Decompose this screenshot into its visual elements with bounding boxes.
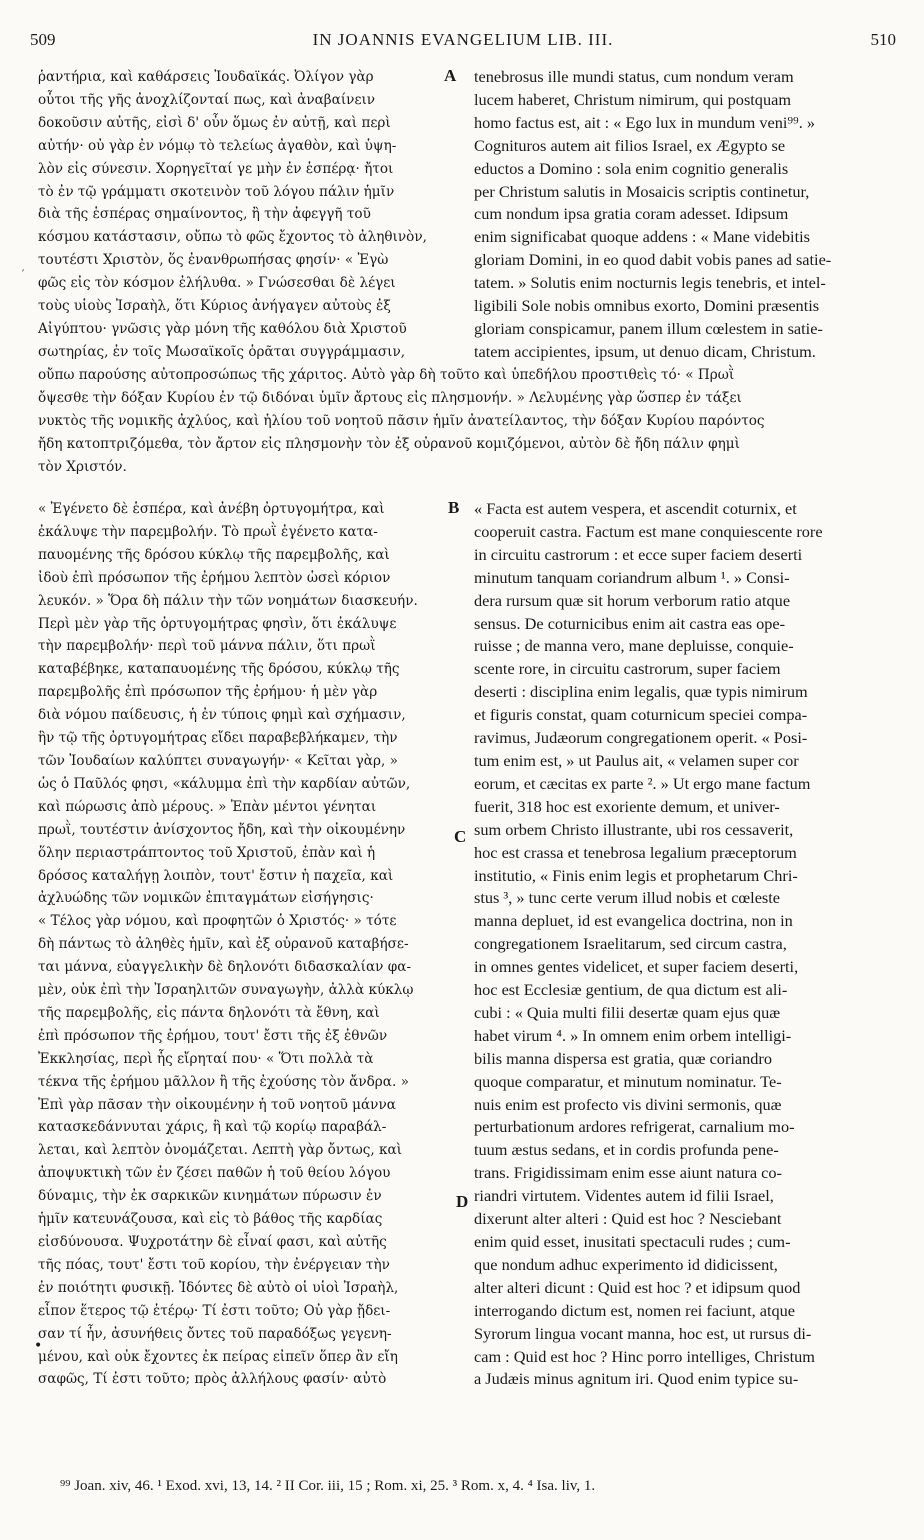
text-line: ἐκάλυψε τὴν παρεμβολήν. Τὸ πρωῒ ἐγένετο κατα- [38,523,378,540]
text-line: institutio, « Finis enim legis et prophetarum Chri- [474,865,798,885]
text-line: δύναμις, τὴν ἐκ σαρκικῶν κινημάτων πύρωσιν ἐν [38,1188,382,1205]
text-line: φῶς εἰς τὸν κόσμον ἐλήλυθα. » Γνώσεσθαι δὲ λέγει [38,275,396,292]
footnotes: ⁹⁹ Joan. xiv, 46. ¹ Exod. xvi, 13, 14. ² II Cor. iii, 15 ; Rom. xi, 25. ³ Rom. x, 4. ⁴ Isa. liv, 1. [60,1478,596,1494]
text-line: δὴ πάντως τὸ ἀληθὲς ἡμῖν, καὶ ἐξ οὐρανοῦ καταβήσε- [38,936,409,953]
text-line: ὅλην περιαστράπτοντος τοῦ Χριστοῦ, ἐπὰν καὶ ἡ [38,844,376,861]
text-line: tuum æstus sedans, et in cordis profunda pene- [474,1140,779,1160]
text-line: νυκτὸς τῆς νομικῆς ἀχλύος, καὶ ἡλίου τοῦ νοητοῦ πᾶσιν ἡμῖν ἀνατείλαντος, τὴν δόξαν Κυρίου παρόντος [38,412,765,429]
text-line: nuis enim est profecto vis divini sermonis, quæ [474,1094,782,1114]
text-line: δρόσος καταλήγῃ λοιπὸν, τουτ' ἔστιν ἡ παχεῖα, καὶ [38,867,394,884]
text-line: τῶν Ἰουδαίων καλύπτει συναγωγήν· « Κεῖται γὰρ, » [38,752,398,769]
page-number-left: 509 [30,30,56,49]
text-line: παρεμβολῆς ἐπὶ πρόσωπον τῆς ἐρήμου· ἡ μὲν γὰρ [38,684,378,701]
text-line: Cognituros autem ait filios Israel, ex Ægypto se [474,135,786,155]
text-line: μὲν, οὐκ ἐπὶ τὴν Ἰσραηλιτῶν συναγωγὴν, ἀλλὰ κύκλῳ [38,982,414,999]
text-line: gloriam Domini, in eo quod dabit vobis panes ad satie- [474,250,832,270]
text-line: scente rore, in circuitu castrorum, super faciem [474,659,781,679]
text-line: cooperuit castra. Factum est mane conquiescente rore [474,521,823,541]
text-line: τὸν Χριστόν. [38,458,127,475]
text-line: ligibili Sole nobis omnibus exorto, Domini præsentis [474,296,820,316]
text-line: ἣν τῷ τῆς ὀρτυγομήτρας εἴδει παραβεβλήκαμεν, τὴν [38,730,398,747]
greek-column-top [38,66,442,364]
text-line: deserti : disciplina enim legalis, quæ typis nimirum [474,682,808,702]
text-line: διὰ τῆς ἑσπέρας σημαίνοντος, ἢ τὴν ἀφεγγῆ τοῦ [38,206,371,223]
text-line: ἰδοὺ ἐπὶ πρόσωπον τῆς ἐρήμου λεπτὸν ὡσεὶ κόριον [38,569,391,586]
text-line: ravimus, Judæorum congregationem operit. « Posi- [474,728,808,748]
text-line: tatem. » Solutis enim nocturnis legis tenebris, et intel- [474,273,826,293]
text-line: σωτηρίας, ἐν τοῖς Μωσαϊκοῖς ὁρᾶται συγγράμμασιν, [38,343,406,360]
text-line: tum enim est, » ut Paulus ait, « velamen super cor [474,750,799,770]
greek-column-bottom [38,498,448,1391]
text-line: que nondum adhuc experimento id didicissent, [474,1254,778,1274]
text-line: tatem accipientes, ipsum, ut denuo dicam, Christum. [474,341,816,361]
text-line: « Ἐγένετο δὲ ἑσπέρα, καὶ ἀνέβη ὀρτυγομήτρα, καὶ [38,501,385,517]
text-line: δοκοῦσιν αὐτῆς, εἰσὶ δ' οὖν ὅμως ἐν αὐτῇ, καὶ περὶ [38,114,391,131]
text-line: καὶ πώρωσις ἀπὸ μέρους. » Ἐπὰν μέντοι γένηται [38,798,377,815]
text-line: hoc est crassa et tenebrosa legalium præceptorum [474,842,797,862]
text-line: minutum tanquam coriandrum album ¹. » Consi- [474,567,790,587]
text-line: τὸ ἐν τῷ γράμματι σκοτεινὸν τοῦ λόγου πάλιν ἡμῖν [38,183,395,200]
text-line: ruisse ; de manna vero, mane depluisse, conquie- [474,636,794,656]
page-number-right: 510 [870,30,896,49]
text-line: in omnes gentes videlicet, et super faciem deserti, [474,957,799,977]
text-line: alter alteri dicunt : Quid est hoc ? et idipsum quod [474,1277,801,1297]
text-line: Ἐπὶ γὰρ πᾶσαν τὴν οἰκουμένην ἡ τοῦ νοητοῦ μάννα [38,1096,396,1113]
text-line: fuerit, 318 hoc est exoriente demum, et univer- [474,796,780,816]
page-header [30,30,896,56]
text-line: enim significabat quoque addens : « Mane videbitis [474,227,810,247]
text-line: μένου, καὶ οὐκ ἔχοντες ἐκ πείρας εἰπεῖν ὅπερ ἂν εἴη [38,1348,398,1365]
text-line: τῆς παρεμβολῆς, εἰς πάντα δηλονότι τὰ ἔθνη, καὶ [38,1004,380,1021]
text-line: manna depluet, id est evangelica doctrina, non in [474,911,793,931]
text-line: ἐν ποιότητι φυσικῇ. Ἰδόντες δὲ αὐτὸ οἱ υἱοὶ Ἰσραὴλ, [38,1279,399,1296]
text-line: ἀποψυκτικὴ τῶν ἐν ζέσει παθῶν ἡ τοῦ θείου λόγου [38,1165,391,1182]
text-line: οὔπω παρούσης αὐτοπροσώπως τῆς χάριτος. Αὐτὸ γὰρ δὴ τοῦτο καὶ ὑπεδήλου προστιθεὶς τό· « Πρωῒ [38,367,735,383]
text-line: τοὺς υἱοὺς Ἰσραὴλ, ὅτι Κύριος ἀνήγαγεν αὐτοὺς ἐξ [38,298,391,315]
text-line: ὄψεσθε τὴν δόξαν Κυρίου ἐν τῷ διδόναι ὑμῖν ἄρτους εἰς πλησμονήν. » Λελυμένης γὰρ ὥσπερ ἐν τάξει [38,389,742,406]
text-line: ἐπὶ πρόσωπον τῆς ἐρήμου, τουτ' ἔστι τῆς ἐξ ἐθνῶν [38,1027,388,1044]
text-line: trans. Frigidissimam enim esse aiunt natura co- [474,1163,782,1183]
text-line: τουτέστι Χριστὸν, ὅς ἐνανθρωπήσας φησίν· « Ἐγὼ [38,252,389,269]
latin-column-bottom [474,498,892,1391]
running-title: IN JOANNIS EVANGELIUM LIB. III. [312,30,614,49]
text-line: Περὶ μὲν γὰρ τῆς ὀρτυγομήτρας φησὶν, ὅτι ἐκάλυψε [38,615,397,632]
text-line: quoque comparatur, et minutum nominatur. Te- [474,1071,782,1091]
text-line: cubi : « Quia multi filii desertæ quam ejus quæ [474,1002,781,1022]
latin-column-top [474,66,892,364]
text-line: αὐτήν· οὐ γὰρ ἐν νόμῳ τὸ τελείως ἀγαθὸν, καὶ ὑψη- [38,137,397,154]
text-line: in circuitu castrorum : et ecce super faciem deserti [474,544,803,564]
text-line: enim quid esset, inusitati spectaculi rudes ; cum- [474,1232,791,1251]
text-line: τὴν παρεμβολήν· περὶ τοῦ μάννα πάλιν, ὅτι πρωῒ [38,638,376,655]
text-line: ἤδη κατοπτριζόμεθα, τὸν ἄρτον εἰς πλησμονὴν τὸν ἐξ οὐρανοῦ κομιζόμενοι, αὐτὸν δὲ ἤδη πάλιν φημὶ [38,435,740,452]
text-line: ται μάννα, εὐαγγελικὴν δὲ δηλονότι διδασκαλίαν φα- [38,959,412,976]
text-line: perturbationum ardores refrigerat, carnalium mo- [474,1117,795,1137]
text-line: πρωῒ, τουτέστιν ἀνίσχοντος ἤδη, καὶ τὴν οἰκουμένην [38,821,406,838]
text-line: Syrorum lingua vocant manna, hoc est, ut rursus di- [474,1323,812,1343]
text-line: stus ³, » tunc certe verum illud nobis et cœleste [474,888,781,908]
text-line: homo factus est, ait : « Ego lux in mundum veni⁹⁹. » [474,112,816,132]
text-line: ὡς ὁ Παῦλός φησι, «κάλυμμα ἐπὶ τὴν καρδίαν αὐτῶν, [38,775,411,792]
text-line: dixerunt alter alteri : Quid est hoc ? Nesciebant [474,1209,782,1229]
text-line: tenebrosus ille mundi status, cum nondum veram [474,67,794,86]
text-line: τῆς πόας, τουτ' ἔστι τοῦ κορίου, τὴν ἐνέργειαν τὴν [38,1256,390,1273]
text-line: « Τέλος γὰρ νόμου, καὶ προφητῶν ὁ Χριστός· » τότε [38,913,397,930]
text-line: διὰ νόμου παίδευσις, ἡ ἐν τύποις φημὶ καὶ σχήμασιν, [38,707,406,724]
text-line: cam : Quid est hoc ? Hinc porro intelliges, Christum [474,1346,815,1366]
text-line: ἡμῖν κατευνάζουσα, καὶ εἰς τὸ βάθος τῆς καρδίας [38,1211,383,1228]
text-line: εἰσδύνουσα. Ψυχροτάτην δὲ εἶναί φασι, καὶ αὐτῆς [38,1234,387,1250]
text-line: cum nondum ipsa gratia coram adesset. Idipsum [474,204,789,224]
text-line: sensus. De coturnicibus enim ait castra eas ope- [474,613,786,633]
text-line: interrogando dictum est, nomen rei faciunt, atque [474,1300,795,1320]
text-line: εἶπον ἕτερος τῷ ἑτέρῳ· Τί ἐστι τοῦτο; Οὐ γὰρ ᾔδει- [38,1302,391,1319]
text-line: gloriam conspicamur, panem illum cœlestem in satie- [474,318,823,338]
marker-d: D [456,1192,469,1211]
text-line: λὸν εἰς σύνεσιν. Χορηγεῖταί γε μὴν ἐν ἑσπέρᾳ· ἤτοι [38,160,394,177]
text-line: eorum, et cæcitas ex parte ². » Ut ergo mane factum [474,773,811,793]
marker-a: A [444,66,457,85]
text-line: lucem haberet, Christum nimirum, qui postquam [474,89,791,109]
greek-full-width-passage [38,364,900,479]
marker-c: C [454,827,467,846]
margin-dot: • [34,1338,43,1354]
text-line: σαν τί ἦν, ἀσυνήθεις ὄντες τοῦ παραδόξως γεγενη- [38,1325,392,1342]
text-line: καταβέβηκε, καταπαυομένης τῆς δρόσου, κύκλῳ τῆς [38,661,400,678]
text-line: ῥαντήρια, καὶ καθάρσεις Ἰουδαϊκάς. Ὀλίγον γὰρ [38,69,374,85]
text-line: a Judæis minus agnitum iri. Quod enim typice su- [474,1369,799,1389]
text-line: λεται, καὶ λεπτὸν ὀνομάζεται. Λεπτὴ γὰρ ὄντως, καὶ [38,1142,402,1159]
text-line: οὗτοι τῆς γῆς ἀνοχλίζονταί πως, καὶ ἀναβαίνειν [38,91,376,108]
text-line: habet virum ⁴. » In omnem enim orbem intelligi- [474,1025,792,1045]
text-line: ἀχλυώδης τῶν νομικῶν ἐπιταγμάτων εἰσήγησις· [38,890,374,907]
text-line: παυομένης τῆς δρόσου κύκλῳ τῆς παρεμβολῆς, καὶ [38,546,390,563]
margin-mark: ˊ [20,270,25,281]
text-line: sum orbem Christo illustrante, ubi ros cessaverit, [474,819,794,839]
text-line: « Facta est autem vespera, et ascendit coturnix, et [474,499,797,518]
text-line: κατασκεδάννυται χάρις, ἣ καὶ τῷ κορίῳ παραβάλ- [38,1119,387,1136]
text-line: λευκόν. » Ὅρα δὴ πάλιν τὴν τῶν νοημάτων διασκευήν. [38,592,418,609]
text-line: Αἰγύπτου· γνῶσις γὰρ μόνη τῆς καθόλου διὰ Χριστοῦ [38,320,407,337]
text-line: σαφῶς, Τί ἐστι τοῦτο; πρὸς ἀλλήλους φασίν· αὐτὸ [38,1371,387,1388]
text-line: hoc est Ecclesiæ gentium, de qua dictum est ali- [474,980,788,1000]
text-line: eductos a Domino : sola enim cognitio generalis [474,158,789,178]
text-line: riandri virtutem. Videntes autem id filii Israel, [474,1186,774,1206]
text-line: et figuris constat, quam coturnicum speciei compa- [474,705,808,725]
text-line: dera rursum quæ sit horum verborum ratio atque [474,590,791,610]
text-line: Ἐκκλησίας, περὶ ἧς εἴρηταί που· « Ὅτι πολλὰ τὰ [38,1050,374,1067]
text-line: per Christum salutis in Mosaicis scriptis continetur, [474,181,810,201]
marker-b: B [448,498,460,517]
text-line: bilis manna dispersa est gratia, quæ coriandro [474,1048,772,1068]
text-line: τέκνα τῆς ἐρήμου μᾶλλον ἢ τῆς ἐχούσης τὸν ἄνδρα. » [38,1073,409,1090]
text-line: κόσμου κατάστασιν, οὔπω τὸ φῶς ἔχοντος τὸ ἀληθινὸν, [38,229,427,246]
text-line: congregationem Israelitarum, sed circum castra, [474,934,787,954]
